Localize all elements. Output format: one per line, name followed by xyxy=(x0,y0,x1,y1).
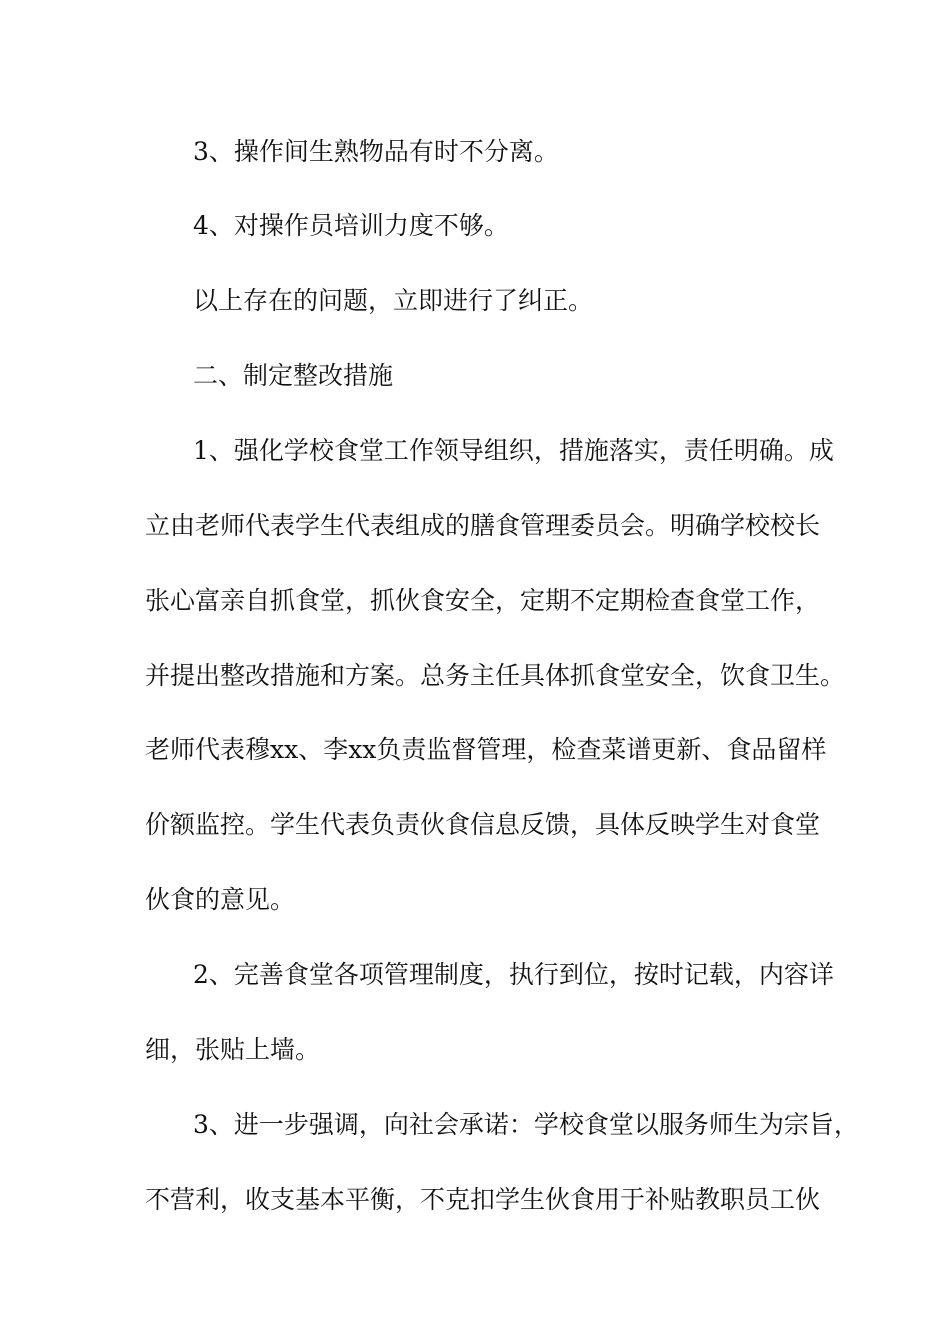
paragraph-line: 并提出整改措施和方案。总务主任具体抓食堂安全，饮食卫生。 xyxy=(145,661,846,690)
paragraph-line: 立由老师代表学生代表组成的膳食管理委员会。明确学校校长 xyxy=(145,511,821,540)
paragraph-line: 3、进一步强调，向社会承诺：学校食堂以服务师生为宗旨， xyxy=(193,1110,859,1139)
paragraph-line: 张心富亲自抓食堂，抓伙食安全，定期不定期检查食堂工作， xyxy=(145,586,821,615)
paragraph-line: 老师代表穆xx、李xx负责监督管理，检查菜谱更新、食品留样 xyxy=(145,735,827,764)
paragraph-line: 细，张贴上墙。 xyxy=(145,1035,321,1064)
paragraph-line: 4、对操作员培训力度不够。 xyxy=(193,211,509,240)
paragraph-line: 以上存在的问题，立即进行了纠正。 xyxy=(193,286,594,315)
paragraph-line: 2、完善食堂各项管理制度，执行到位，按时记载，内容详 xyxy=(193,960,834,989)
paragraph-line: 不营利，收支基本平衡，不克扣学生伙食用于补贴教职员工伙 xyxy=(145,1185,821,1214)
paragraph-line: 价额监控。学生代表负责伙食信息反馈，具体反映学生对食堂 xyxy=(145,810,821,839)
paragraph-line: 3、操作间生熟物品有时不分离。 xyxy=(193,137,559,166)
section-heading: 二、制定整改措施 xyxy=(193,361,394,390)
paragraph-line: 伙食的意见。 xyxy=(145,885,296,914)
paragraph-line: 1、强化学校食堂工作领导组织，措施落实，责任明确。成 xyxy=(193,436,834,465)
